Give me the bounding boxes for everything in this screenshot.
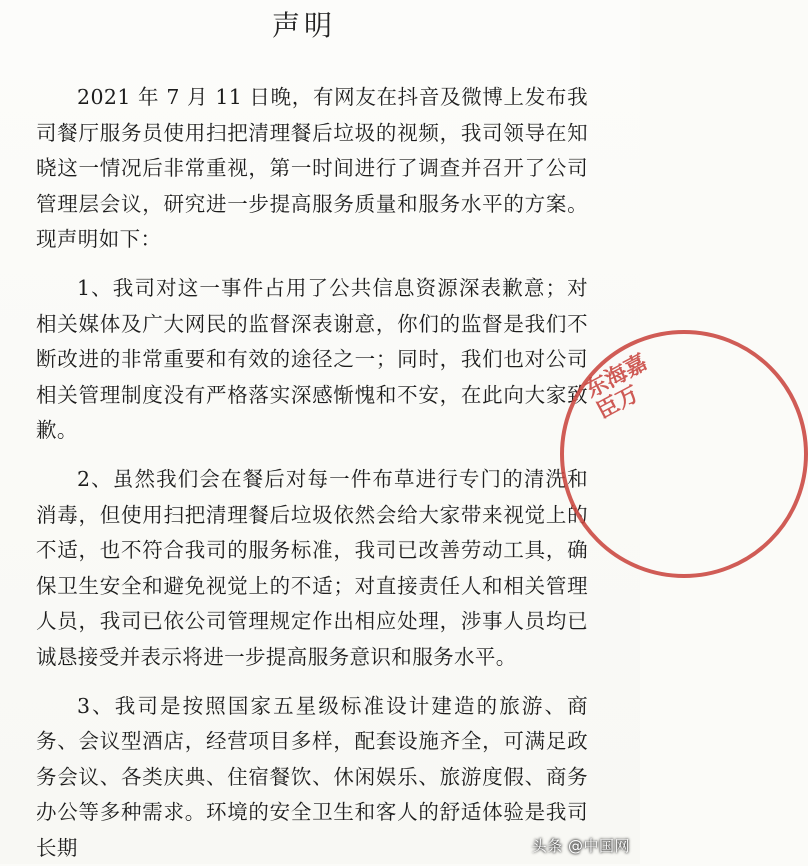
paragraph-item-1: 1、我司对这一事件占用了公共信息资源深表歉意；对相关媒体及广大网民的监督深表谢意，你们的监督是我们不断改进的非常重要和有效的途径之一；同时，我们也对公司相关管理制度没有严格落实深感惭愧和不安，在此向大家致歉。	[36, 271, 588, 449]
paragraph-intro: 2021 年 7 月 11 日晚，有网友在抖音及微博上发布我司餐厅服务员使用扫把清理餐后垃圾的视频，我司领导在知晓这一情况后非常重视，第一时间进行了调查并召开了公司管理层会议，研究进一步提高服务质量和服务水平的方案。现声明如下：	[36, 80, 588, 258]
paragraph-item-3: 3、我司是按照国家五星级标准设计建造的旅游、商务、会议型酒店，经营项目多样，配套设施齐全，可满足政务会议、各类庆典、住宿餐饮、休闲娱乐、旅游度假、商务办公等多种需求。环境的安全卫生和客人的舒适体验是我司长期	[36, 689, 588, 866]
document-title: 声明	[0, 4, 608, 44]
paragraph-item-2: 2、虽然我们会在餐后对每一件布草进行专门的清洗和消毒，但使用扫把清理餐后垃圾依然会给大家带来视觉上的不适，也不符合我司的服务标准，我司已改善劳动工具，确保卫生安全和避免视觉上的不适；对直接责任人和相关管理人员，我司已依公司管理规定作出相应处理，涉事人员均已诚恳接受并表示将进一步提高服务意识和服务水平。	[36, 462, 588, 676]
document-body	[36, 80, 588, 866]
company-seal-text: 东海嘉臣万	[582, 349, 666, 424]
source-watermark: 头条 @中国网	[532, 835, 630, 856]
company-seal-ring	[560, 330, 808, 578]
